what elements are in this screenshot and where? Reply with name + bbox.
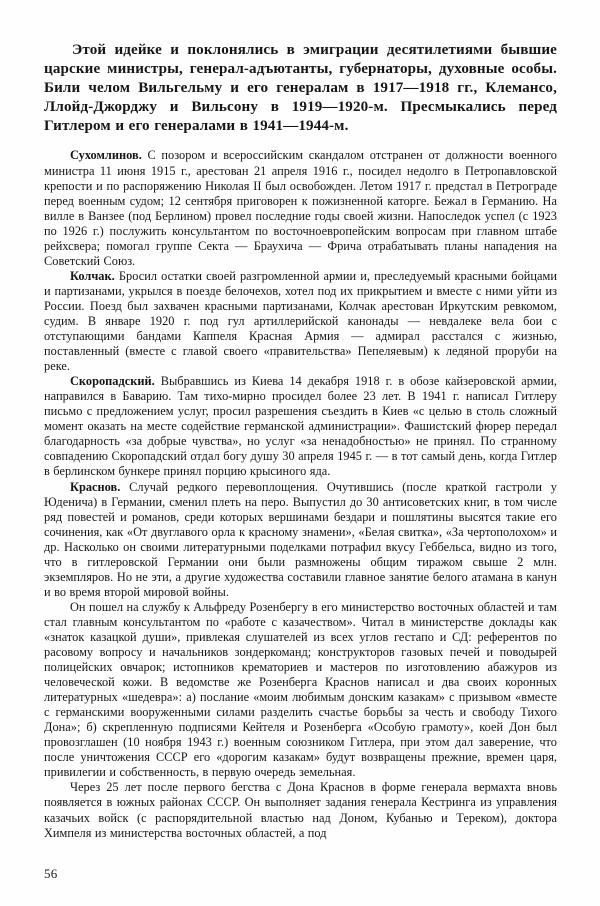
body-paragraph-rosenberg: Он пошел на службу к Альфреду Розенбергу в его министерство восточных областей и там стал главным консультантом по «работе с казачеством». Читал в министерстве доклады как «знаток казацкой души», привлекая слушателей из всех углов гестапо и СД: референтов по расовому вопросу и начальников зондеркоманд; конструкторов газовых печей и поводырей полицейских овчарок; истопников крематориев и мастеров по изготовлению абажуров из человеческой кожи. В ведомстве же Розенберга Краснов написал и два своих коронных литературных «шедевра»: а) послание «моим любимым донским казакам» с призывом «вместе с германскими вооруженными силами разделить счастье борьбы за честь и свободу Тихого Дона»; б) скрепленную подписями Кейтеля и Розенберга «Особую грамоту», коей Дон был провозглашен (10 ноября 1943 г.) военным союзником Гитлера, при этом дал заверение, что после уничтожения СССР его «дорогим казакам» будут возвращены прежние, времен царя, привилегии и собственность, в первую очередь земельная.: [44, 599, 557, 780]
text-column: [44, 41, 557, 841]
entry-body-text: С позором и всероссийским скандалом отстранен от должности военного министра 11 июня 1915 г., арестован 21 апреля 1916 г., посидел недолго в Петропавловской крепости и по распоряжению Николая II был освобожден. Летом 1917 г. предстал в Петрограде перед военным судом; 12 сентября приговорен к пожизненной каторге. Бежал в Германию. На вилле в Ванзее (под Берлином) провел последние годы своей жизни. Напоследок успел (с 1923 по 1926 г.) послужить консультантом по восточноевропейским вопросам при главном штабе рейхсвера; помогал группе Секта — Браухича — Фрича отрабатывать планы нападения на Советский Союз.: [44, 148, 557, 268]
entry-paragraph-krasnov: [44, 480, 557, 600]
entry-body-text: Случай редкого перевоплощения. Очутившись (после краткой гастроли у Юденича) в Германии, сменил плеть на перо. Выпустил до 30 антисоветских книг, в том числе ряд повестей и романов, среди которых вершинами бездари и пошлятины высятся такие его сочинения, как «От двуглавого орла к красному знамени», «Белая свитка», «За чертополохом» и др. Насколько он своими литературными поделками потрафил вкусу Геббельса, видно из того, что в гитлеровской Германии они были размножены общим тиражом свыше 2 млн. экземпляров. Но не эти, а другие художества составили главное занятие белого атамана в канун и во время второй мировой войны.: [44, 479, 557, 599]
entry-lead-name: Колчак.: [70, 268, 115, 283]
page-number: 56: [44, 866, 58, 881]
entry-lead-name: Краснов.: [70, 479, 121, 494]
entry-paragraph-skoropadsky: [44, 374, 557, 479]
entry-paragraph-kolchak: [44, 269, 557, 374]
entry-body-text: Бросил остатки своей разгромленной армии и, преследуемый красными бойцами и партизанами, укрылся в поезде белочехов, хотел под их прикрытием и вместе с ними уйти из России. Поезд был захвачен красными партизанами, Колчак арестован Иркутским ревкомом, судим. В январе 1920 г. под гул артиллерийской канонады — невдалеке вела бои с отступающими бандами Каппеля Красная Армия — адмирал расстался с жизнью, поставленный (вместе с главой своего «правительства» Пепеляевым) к ледяной проруби на реке.: [44, 268, 557, 374]
entry-body-text: Выбравшись из Киева 14 декабря 1918 г. в обозе кайзеровской армии, направился в Баварию. Там тихо-мирно просидел более 23 лет. В 1941 г. написал Гитлеру письмо с предложением услуг, просил разрешения съездить в Киев «с целью в столь сложный момент оказать на месте содействие германской администрации». Фашистский фюрер передал благодарность «за добрые чувства», но услуг «за ненадобностью» не принял. По странному совпадению Скоропадский отдал богу душу 30 апреля 1945 г. — в тот самый день, когда Гитлер в берлинском бункере принял порцию крысиного яда.: [44, 374, 557, 479]
body-paragraph-return-to-ussr: Через 25 лет после первого бегства с Дона Краснов в форме генерала вермахта вновь появляется в южных районах СССР. Он выполняет задания генерала Кестринга из управления казачьих войск (с распорядительной властью над Доном, Кубанью и Тереком), доктора Химпеля из министерства восточных областей, а под: [44, 780, 557, 840]
entry-lead-name: Сухомлинов.: [70, 148, 142, 163]
entry-lead-name: Скоропадский.: [70, 374, 155, 389]
entry-paragraph-sukhomlinov: [44, 148, 557, 268]
intro-paragraph: Этой идейке и поклонялись в эмиграции десятилетиями бывшие царские министры, генерал-адъютанты, губернаторы, духовные особы. Били челом Вильгельму и его генералам в 1917—1918 гг., Клемансо, Ллойд-Джорджу и Вильсону в 1919—1920-м. Пресмыкались перед Гитлером и его генералами в 1941—1944-м.: [44, 42, 557, 135]
